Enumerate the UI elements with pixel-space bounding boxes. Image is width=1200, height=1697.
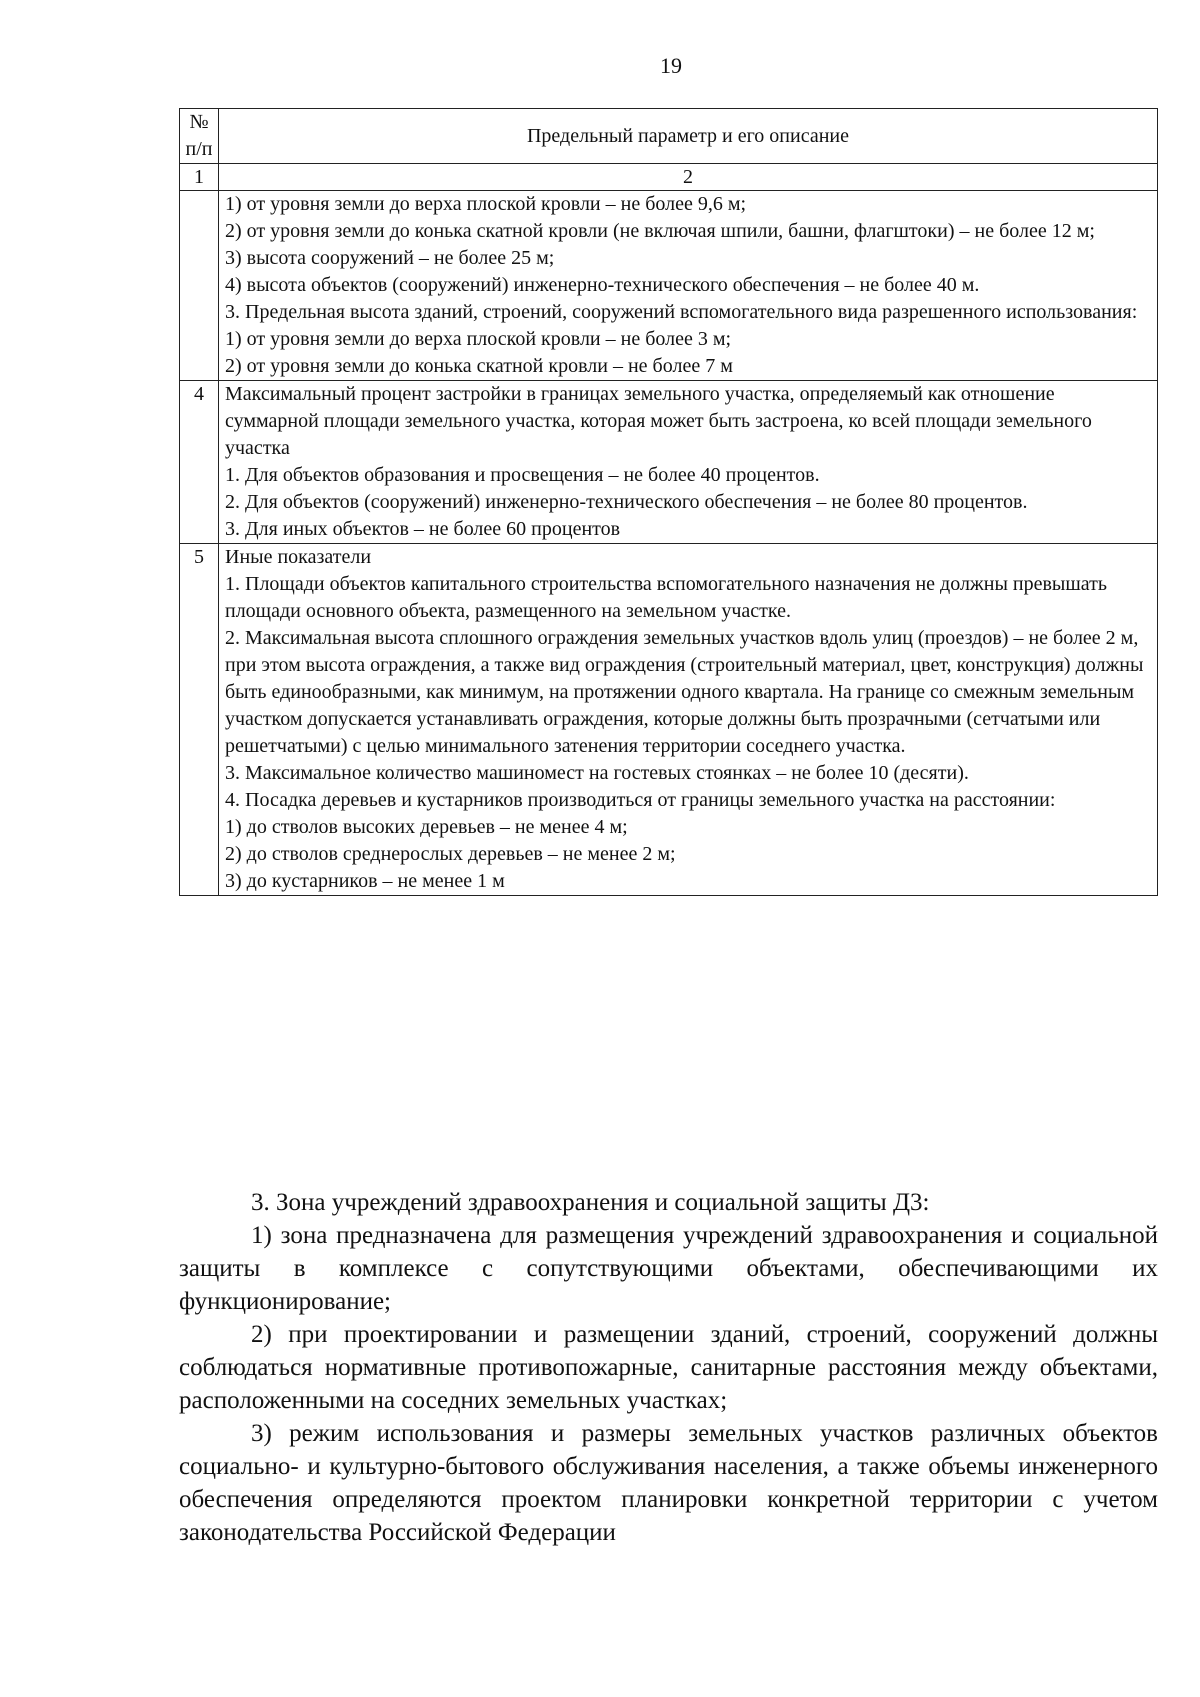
row-line: Максимальный процент застройки в границах земельного участка, определяемый как отношение суммарной площади земельного участка, которая может быть застроена, ко всей площади земельного участка	[225, 383, 1092, 459]
zone-d3-section	[179, 1186, 1158, 1549]
row-line: 2. Максимальная высота сплошного ограждения земельных участков вдоль улиц (проездов) – не более 2 м, при этом высота ограждения, а также вид ограждения (строительный материал, цвет, конструкция) должны быть единообразными, как минимум, на протяжении одного квартала. На границе со смежным земельным участком допускается устанавливать ограждения, которые должны быть прозрачными (сетчатыми или решетчатыми) с целью минимального затенения территории соседнего участка.	[225, 627, 1144, 757]
row-number: 4	[180, 381, 219, 544]
row-description	[219, 381, 1158, 544]
header-num-cell: № п/п	[180, 109, 219, 164]
row-line: 2) до стволов среднерослых деревьев – не менее 2 м;	[225, 843, 676, 865]
table-header-row	[180, 109, 1158, 164]
section-paragraph: 1) зона предназначена для размещения учреждений здравоохранения и социальной защиты в комплексе с сопутствующими объектами, обеспечивающими их функционирование;	[179, 1222, 1158, 1315]
section-paragraph: 3) режим использования и размеры земельных участков различных объектов социально- и культурно-бытового обслуживания населения, а также объемы инженерного обеспечения определяются проектом планировки конкретной территории с учетом законодательства Российской Федерации	[179, 1420, 1158, 1546]
table-row	[180, 544, 1158, 896]
row-line: 1) до стволов высоких деревьев – не менее 4 м;	[225, 816, 628, 838]
row-line: 1. Площади объектов капитального строительства вспомогательного назначения не должны превышать площади основного объекта, размещенного на земельном участке.	[225, 573, 1107, 622]
row-line: 1. Для объектов образования и просвещения – не более 40 процентов.	[225, 464, 820, 486]
row-line: 1) от уровня земли до верха плоской кровли – не более 9,6 м;	[225, 193, 747, 215]
row-line: 3. Максимальное количество машиномест на гостевых стоянках – не более 10 (десяти).	[225, 762, 969, 784]
table-row	[180, 191, 1158, 381]
section-heading: 3. Зона учреждений здравоохранения и социальной защиты Д3:	[251, 1189, 930, 1216]
row-number	[180, 191, 219, 381]
row-line: Иные показатели	[225, 546, 372, 568]
parameters-table	[179, 108, 1158, 896]
row-number: 5	[180, 544, 219, 896]
row-line: 4) высота объектов (сооружений) инженерно-технического обеспечения – не более 40 м.	[225, 274, 980, 296]
section-paragraph: 2) при проектировании и размещении зданий, строений, сооружений должны соблюдаться нормативные противопожарные, санитарные расстояния между объектами, расположенными на соседних земельных участках;	[179, 1321, 1158, 1414]
page-number: 19	[660, 53, 682, 78]
column-number-row	[180, 164, 1158, 191]
row-description	[219, 544, 1158, 896]
row-line: 2) от уровня земли до конька скатной кровли – не более 7 м	[225, 355, 733, 377]
row-line: 2) от уровня земли до конька скатной кровли (не включая шпили, башни, флагштоки) – не более 12 м;	[225, 220, 1095, 242]
row-description	[219, 191, 1158, 381]
row-line: 1) от уровня земли до верха плоской кровли – не более 3 м;	[225, 328, 732, 350]
row-line: 3) до кустарников – не менее 1 м	[225, 870, 505, 892]
header-desc-cell: Предельный параметр и его описание	[219, 109, 1158, 164]
row-line: 3) высота сооружений – не более 25 м;	[225, 247, 555, 269]
row-line: 3. Предельная высота зданий, строений, сооружений вспомогательного вида разрешенного использования:	[225, 301, 1138, 323]
row-line: 2. Для объектов (сооружений) инженерно-технического обеспечения – не более 80 процентов.	[225, 491, 1028, 513]
column-number-2: 2	[219, 164, 1158, 191]
row-line: 3. Для иных объектов – не более 60 процентов	[225, 518, 621, 540]
table-row	[180, 381, 1158, 544]
column-number-1: 1	[180, 164, 219, 191]
row-line: 4. Посадка деревьев и кустарников производиться от границы земельного участка на расстоянии:	[225, 789, 1056, 811]
